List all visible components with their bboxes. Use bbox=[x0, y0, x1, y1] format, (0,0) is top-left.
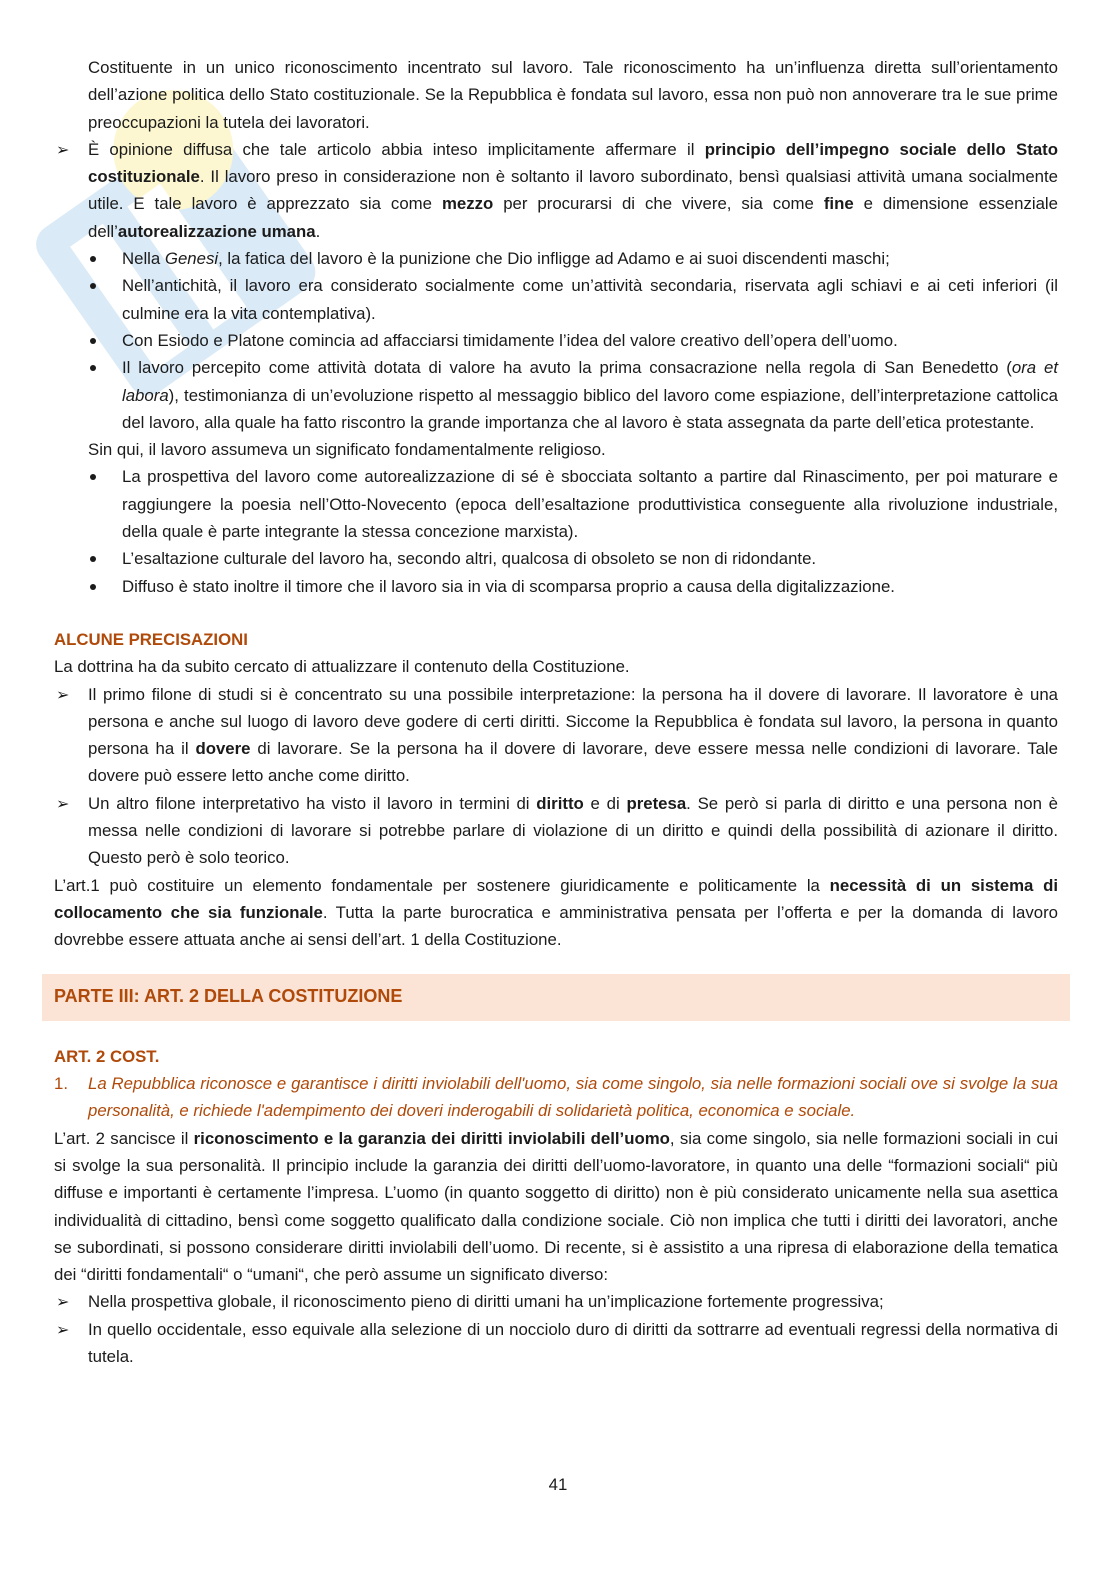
part-heading-band: PARTE III: ART. 2 DELLA COSTITUZIONE bbox=[42, 974, 1070, 1021]
paragraph: Sin qui, il lavoro assumeva un significato fondamentalmente religioso. bbox=[88, 440, 606, 460]
paragraph: L’art.1 può costituire un elemento fondamentale per sostenere giuridicamente e politicamente la necessità di un sistema di collocamento che sia funzionale. Tutta la parte burocratica e amministrativa pensata per l’offerta e per la domanda di lavoro dovrebbe essere attuata anche ai sensi dell’art. 1 della Costituzione. bbox=[54, 875, 1058, 950]
bold-text: principio dell’impegno sociale dello Stato costituzionale bbox=[88, 139, 1059, 187]
bold-text: riconoscimento e la garanzia dei diritti inviolabili dell’uomo bbox=[193, 1128, 670, 1148]
paragraph: Costituente in un unico riconoscimento incentrato sul lavoro. Tale riconoscimento ha un’influenza diretta sull’orientamento dell’azione politica dello Stato costituzionale. Se la Repubblica è fondata sul lavoro, essa non può non annoverare tra le sue prime preoccupazioni la tutela dei lavoratori. bbox=[88, 58, 1058, 132]
arrow-item: ➢ In quello occidentale, esso equivale alla selezione di un nocciolo duro di diritti da sottrarre ad eventuali regressi della normativa di tutela. bbox=[54, 1316, 1058, 1371]
bold-text: fine bbox=[823, 194, 854, 214]
page-number: 41 bbox=[548, 1475, 568, 1494]
bold-text: pretesa bbox=[626, 793, 687, 813]
bold-text: dovere bbox=[195, 739, 251, 759]
document-page bbox=[54, 54, 1058, 1370]
italic-text: Genesi bbox=[164, 249, 219, 269]
bold-text: necessità di un sistema di collocamento che sia funzionale bbox=[54, 875, 1058, 922]
bullet-item: Nell’antichità, il lavoro era considerato socialmente come un’attività secondaria, riservata agli schiavi e ai ceti inferiori (il culmine era la vita contemplativa). bbox=[54, 272, 1058, 327]
bold-text: autorealizzazione umana bbox=[117, 221, 316, 241]
arrow-item: ➢ È opinione diffusa che tale articolo abbia inteso implicitamente affermare il principio dell’impegno sociale dello Stato costituzionale. Il lavoro preso in considerazione non è soltanto il lavoro subordinato, bensì qualsiasi attività umana socialmente utile. E tale lavoro è apprezzato sia come mezzo per procurarsi di che vivere, sia come fine e dimensione essenziale dell’autorealizzazione umana. bbox=[54, 136, 1058, 245]
arrow-item: ➢ Il primo filone di studi si è concentrato su una possibile interpretazione: la persona ha il dovere di lavorare. Il lavoratore è una persona e anche sul luogo di lavoro deve godere di certi diritti. Siccome la Repubblica è fondata sul lavoro, la persona in quanto persona ha il dovere di lavorare. Se la persona ha il dovere di lavorare, deve essere messa nelle condizioni di lavorare. Tale dovere può essere letto anche come diritto. bbox=[54, 681, 1058, 790]
numbered-quote: 1. La Repubblica riconosce e garantisce i diritti inviolabili dell'uomo, sia come singolo, sia nelle formazioni sociali ove si svolge la sua personalità, e richiede l'adempimento dei doveri inderogabili di solidarietà politica, economica e sociale. bbox=[54, 1070, 1058, 1125]
bullet-item: Il lavoro percepito come attività dotata di valore ha avuto la prima consacrazione nella regola di San Benedetto (ora et labora), testimonianza di un’evoluzione rispetto al messaggio biblico del lavoro come espiazione, dell’interpretazione cattolica del lavoro, alla quale ha fatto riscontro la grande importanza che al lavoro è stata assegnata da parte dell’etica protestante. bbox=[54, 354, 1058, 436]
list-number: 1. bbox=[54, 1074, 68, 1094]
bullet-item: Nella Genesi, la fatica del lavoro è la punizione che Dio infligge ad Adamo e ai suoi discendenti maschi; bbox=[54, 245, 1058, 272]
arrow-item: ➢ Un altro filone interpretativo ha visto il lavoro in termini di diritto e di pretesa. Se però si parla di diritto e una persona non è messa nelle condizioni di lavorare si potrebbe parlare di violazione di un diritto e quindi della possibilità di azionare il diritto. Questo però è solo teorico. bbox=[54, 790, 1058, 872]
bullet-item: La prospettiva del lavoro come autorealizzazione di sé è sbocciata soltanto a partire dal Rinascimento, per poi maturare e raggiungere la poesia nell’Otto-Novecento (epoca dell’esaltazione produttivistica conseguente alla rivoluzione industriale, della quale è parte integrante la stessa concezione marxista). bbox=[54, 463, 1058, 545]
italic-text: ora et labora bbox=[122, 358, 1058, 405]
bold-text: mezzo bbox=[441, 194, 494, 214]
bullet-item: L’esaltazione culturale del lavoro ha, secondo altri, qualcosa di obsoleto se non di ridondante. bbox=[54, 545, 1058, 572]
bullet-item: Diffuso è stato inoltre il timore che il lavoro sia in via di scomparsa proprio a causa della digitalizzazione. bbox=[54, 573, 1058, 600]
article-heading: ART. 2 COST. bbox=[54, 1046, 160, 1066]
paragraph: L’art. 2 sancisce il riconoscimento e la garanzia dei diritti inviolabili dell’uomo, sia come singolo, sia nelle formazioni sociali in cui si svolge la sua personalità. Il principio include la garanzia dei diritti dell’uomo-lavoratore, in quanto una delle “formazioni sociali“ più diffuse e importanti è certamente l’impresa. L’uomo (in quanto soggetto di diritto) non è più considerato unicamente nella sua asettica individualità di cittadino, bensì come soggetto qualificato dalla condizione sociale. Ciò non implica che tutti i diritti dei lavoratori, anche se subordinati, si possono considerare diritti inviolabili dell’uomo. Di recente, si è assistito a una ripresa di elaborazione della tematica dei “diritti fondamentali“ o “umani“, che però assume un significato diverso: bbox=[54, 1128, 1058, 1285]
bullet-item: Con Esiodo e Platone comincia ad affacciarsi timidamente l’idea del valore creativo dell’opera dell’uomo. bbox=[54, 327, 1058, 354]
section-heading: ALCUNE PRECISAZIONI bbox=[54, 629, 248, 649]
arrow-item: ➢ Nella prospettiva globale, il riconoscimento pieno di diritti umani ha un’implicazione fortemente progressiva; bbox=[54, 1288, 1058, 1315]
bold-text: diritto bbox=[536, 793, 584, 813]
paragraph: La dottrina ha da subito cercato di attualizzare il contenuto della Costituzione. bbox=[54, 657, 630, 677]
